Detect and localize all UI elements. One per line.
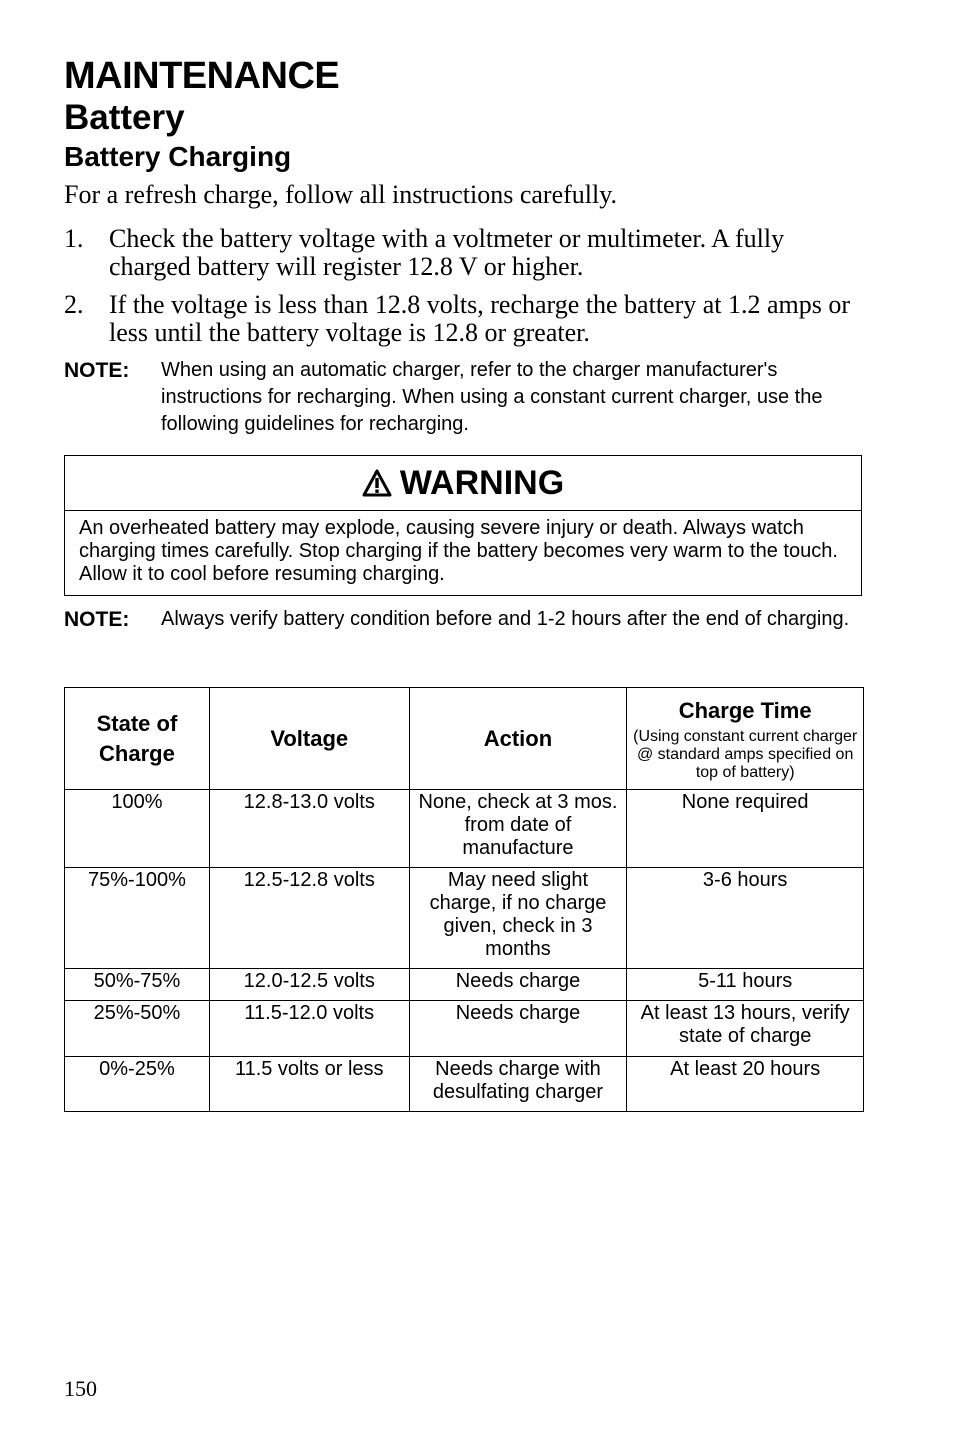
subsection-title: Battery Charging bbox=[64, 141, 292, 172]
note-text: Always verify battery condition before and 1-2 hours after the end of charging. bbox=[161, 608, 850, 630]
cell-time: 5-11 hours bbox=[627, 969, 864, 1001]
header-charge-time bbox=[627, 688, 864, 790]
section-title: MAINTENANCE bbox=[64, 55, 340, 97]
cell-voltage: 12.8-13.0 volts bbox=[209, 790, 409, 868]
cell-time: None required bbox=[627, 790, 864, 868]
cell-state: 75%-100% bbox=[65, 868, 210, 969]
header-voltage: Voltage bbox=[209, 688, 409, 790]
cell-time: At least 13 hours, verify state of charge bbox=[627, 1001, 864, 1057]
table-row bbox=[65, 790, 864, 868]
cell-state: 50%-75% bbox=[65, 969, 210, 1001]
step-number: 1. bbox=[64, 224, 84, 253]
cell-voltage: 12.5-12.8 volts bbox=[209, 868, 409, 969]
cell-state: 100% bbox=[65, 790, 210, 868]
page-number: 150 bbox=[64, 1376, 97, 1401]
table-row bbox=[65, 1057, 864, 1112]
step-number: 2. bbox=[64, 290, 84, 319]
cell-time: At least 20 hours bbox=[627, 1057, 864, 1112]
charge-table bbox=[64, 687, 864, 1112]
cell-action: Needs charge bbox=[409, 969, 627, 1001]
warning-title: WARNING bbox=[399, 463, 565, 502]
note-verify bbox=[64, 606, 864, 633]
table-row bbox=[65, 1001, 864, 1057]
intro-text: For a refresh charge, follow all instructions carefully. bbox=[64, 180, 618, 209]
step-text: Check the battery voltage with a voltmeter or multimeter. A fully charged battery will register 12.8 V or higher. bbox=[109, 224, 785, 281]
charge-time-note: (Using constant current charger @ standard amps specified on top of battery) bbox=[633, 727, 858, 781]
cell-state: 0%-25% bbox=[65, 1057, 210, 1112]
page-title: Battery bbox=[64, 98, 185, 137]
warning-triangle-icon bbox=[362, 469, 392, 497]
warning-header bbox=[65, 456, 861, 511]
table-row bbox=[65, 969, 864, 1001]
instruction-step bbox=[64, 225, 864, 281]
header-state-of-charge: State of Charge bbox=[65, 688, 210, 790]
note-text: When using an automatic charger, refer to the charger manufacturer's instructions for recharging. When using a constant current charger, use the following guidelines for recharging. bbox=[161, 359, 823, 435]
cell-action: Needs charge bbox=[409, 1001, 627, 1057]
note-label: NOTE: bbox=[64, 608, 130, 631]
header-action: Action bbox=[409, 688, 627, 790]
table-header-row bbox=[65, 688, 864, 790]
cell-action: None, check at 3 mos. from date of manufacture bbox=[409, 790, 627, 868]
cell-voltage: 11.5-12.0 volts bbox=[209, 1001, 409, 1057]
cell-voltage: 12.0-12.5 volts bbox=[209, 969, 409, 1001]
table-row bbox=[65, 868, 864, 969]
cell-voltage: 11.5 volts or less bbox=[209, 1057, 409, 1112]
cell-action: May need slight charge, if no charge given, check in 3 months bbox=[409, 868, 627, 969]
warning-text: An overheated battery may explode, causing severe injury or death. Always watch charging times carefully. Stop charging if the battery becomes very warm to the touch. Allow it to cool before resuming charging. bbox=[79, 517, 838, 585]
cell-time: 3-6 hours bbox=[627, 868, 864, 969]
warning-box bbox=[64, 455, 862, 596]
charge-time-label: Charge Time bbox=[678, 697, 812, 723]
cell-action: Needs charge with desulfating charger bbox=[409, 1057, 627, 1112]
instruction-steps bbox=[64, 225, 864, 357]
instruction-step bbox=[64, 291, 864, 347]
cell-state: 25%-50% bbox=[65, 1001, 210, 1057]
step-text: If the voltage is less than 12.8 volts, recharge the battery at 1.2 amps or less until the battery voltage is 12.8 or greater. bbox=[109, 290, 851, 347]
note-charger bbox=[64, 357, 864, 438]
note-label: NOTE: bbox=[64, 359, 130, 382]
